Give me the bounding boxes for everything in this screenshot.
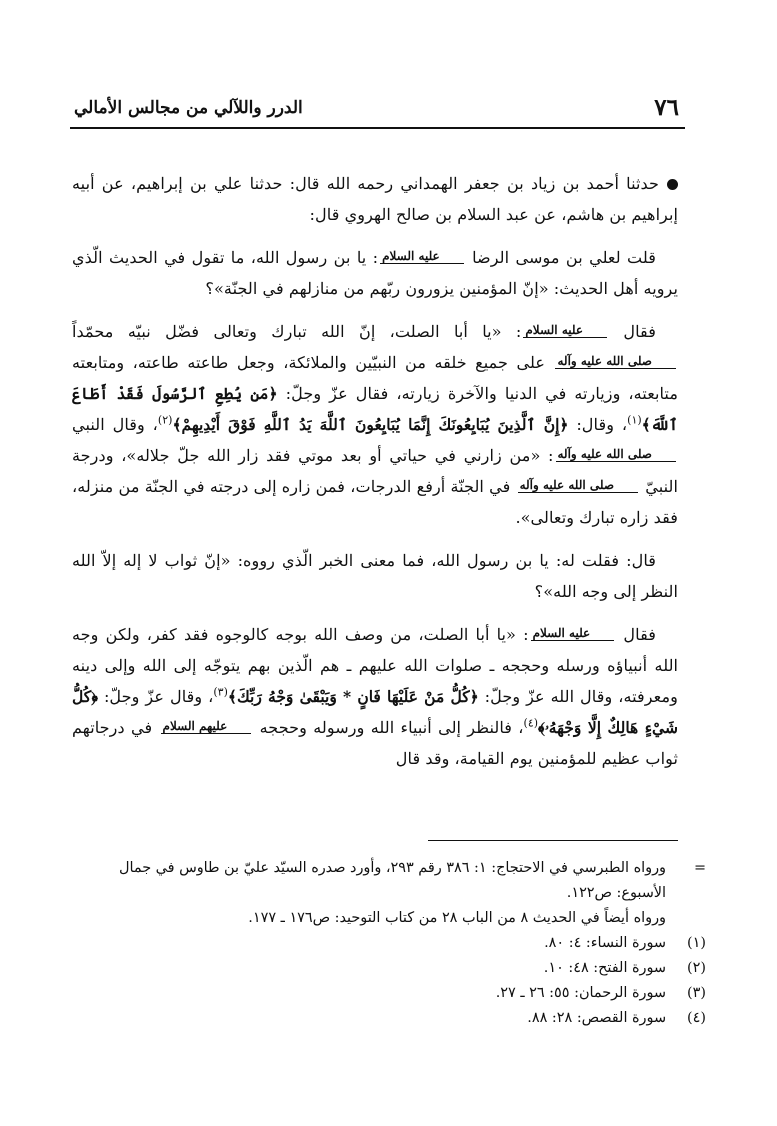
bullet-icon (667, 179, 678, 190)
paragraph-4: قال: فقلت له: يا بن رسول الله، فما معنى الخبر الّذي رووه: «إنّ ثواب لا إله إلاّ الله النظر إلى وجه الله»؟ (72, 551, 678, 601)
paragraph-2-text-a: قلت لعلي بن موسى الرضا (472, 248, 657, 267)
footnote-item (72, 956, 708, 981)
paragraph-3-text-e: ، وقال النبي (72, 415, 158, 434)
page-number: ٧٦ (654, 94, 679, 121)
footnote-ref-1: (١) (627, 413, 642, 427)
quran-verse-1: ﴿مَن يُطِعِ ٱلرَّسُولَ فَقَدْ أَطَاعَ ٱللَّهَ﴾ (72, 384, 678, 434)
honorific-salla: صلى الله عليه وآله (518, 478, 639, 493)
footnote-continuation-text: ورواه الطبرسي في الاحتجاج: ١: ٣٨٦ رقم ٢٩٣، وأورد صدره السيّد عليّ بن طاوس في جمال الأسبوع: ص١٢٢. (119, 860, 666, 901)
footnote-text: سورة القصص: ٢٨: ٨٨. (527, 1010, 666, 1026)
paragraph-3-text-f: : «من زارني في حياتي أو بعد موتي فقد زار الله جلّ جلاله»، ودرجة النبيّ (72, 446, 678, 496)
paragraph-2 (72, 242, 678, 304)
footnote-item (72, 931, 708, 956)
footnotes (72, 856, 708, 1031)
footnote-rule (428, 840, 678, 841)
quran-verse-3: ﴿كُلُّ مَنْ عَلَيْهَا فَانٍ * وَيَبْقَىٰ وَجْهُ رَبِّكَ﴾ (227, 687, 479, 706)
paragraph-5-text-c: ، وقال عزّ وجلّ: (103, 687, 214, 706)
footnote-mark: (٤) (687, 1010, 706, 1026)
honorific-alayhi: عليه السلام (523, 323, 607, 338)
quran-verse-2: ﴿إِنَّ ٱلَّذِينَ يُبَايِعُونَكَ إِنَّمَا يُبَايِعُونَ ٱللَّهَ يَدُ ٱللَّهِ فَوْقَ أَيْدِيهِمْ﴾ (172, 415, 569, 434)
paragraph-5-text-e: في درجاتهم ثواب عظيم للمؤمنين يوم القيامة، وقد قال (72, 718, 678, 768)
paragraph-2-text-b: : يا بن رسول الله، ما تقول في الحديث الّذي يرويه أهل الحديث: «إنّ المؤمنين يزورون ربّهم من منازلهم في الجنّة»؟ (72, 248, 678, 298)
paragraph-5-text-d: ، فالنظر إلى أنبياء الله ورسوله وحججه (259, 718, 524, 737)
header-rule (70, 127, 685, 129)
paragraph-1-text: حدثنا أحمد بن زياد بن جعفر الهمداني رحمه الله قال: حدثنا علي بن إبراهيم، عن أبيه إبراهيم بن هاشم، عن عبد السلام بن صالح الهروي قال: (72, 174, 678, 224)
honorific-salla: صلى الله عليه وآله (556, 447, 677, 462)
honorific-alayhim: عليهم السلام (161, 719, 252, 734)
paragraph-5-text-b: : «يا أبا الصلت، من وصف الله بوجه كالوجوه فقد كفر، ولكن وجه الله أنبياؤه ورسله وحججه ـ صلوات الله عليهم ـ هم الّذين بهم يتوجّه إلى الله وإلى دينه ومعرفته، وقال الله عزّ وجلّ: (72, 625, 678, 706)
paragraph-3-text-d: ، وقال: (576, 415, 628, 434)
quran-verse-4: ﴿كُلُّ شَيْءٍ هَالِكٌ إِلَّا وَجْهَهُۥ﴾ (72, 687, 678, 737)
footnote-text: سورة الفتح: ٤٨: ١٠. (543, 960, 666, 976)
paragraph-3 (72, 316, 678, 533)
paragraph-3-text-a: فقال (623, 322, 656, 341)
footnote-continuation-2: ورواه أيضاً في الحديث ٨ من الباب ٢٨ من كتاب التوحيد: ص١٧٦ ـ ١٧٧. (248, 910, 666, 926)
footnote-text: سورة الرحمان: ٥٥: ٢٦ ـ ٢٧. (495, 985, 666, 1001)
paragraph-3-text-g: في الجنّة أرفع الدرجات، فمن زاره إلى درجته في الجنّة من منزله، فقد زاره تبارك وتعالى». (72, 477, 678, 527)
footnote-ref-2: (٢) (157, 413, 173, 427)
footnote-ref-4: (٤) (523, 716, 539, 730)
honorific-salla: صلى الله عليه وآله (555, 354, 676, 369)
footnote-mark: (٢) (687, 960, 706, 976)
footnote-item (72, 981, 708, 1006)
footnote-mark: (١) (687, 935, 706, 951)
paragraph-3-text-b: : «يا أبا الصلت، إنّ الله تبارك وتعالى فضّل نبيّه محمّداً (72, 322, 522, 341)
footnote-continuation-mark: = (693, 860, 706, 876)
running-title: الدرر واللآلي من مجالس الأمالي (74, 98, 303, 118)
paragraph-5-text-a: فقال (623, 625, 656, 644)
page-header (70, 94, 683, 128)
footnote-item (72, 1006, 708, 1031)
footnote-mark: (٣) (687, 985, 706, 1001)
body-text (72, 168, 678, 786)
footnote-text: سورة النساء: ٤: ٨٠. (544, 935, 666, 951)
honorific-alayhi: عليه السلام (380, 249, 464, 264)
footnote-continuation (72, 856, 708, 906)
paragraph-5 (72, 619, 678, 774)
footnote-ref-3: (٣) (213, 685, 228, 699)
paragraph-1 (72, 168, 678, 230)
paragraph-3-text-c: على جميع خلقه من النبيّين والملائكة، وجعل طاعته طاعته، ومتابعته متابعته، وزيارته في الدنيا والآخرة زيارته، فقال عزّ وجلّ: (72, 353, 678, 403)
honorific-alayhi: عليه السلام (531, 626, 615, 641)
